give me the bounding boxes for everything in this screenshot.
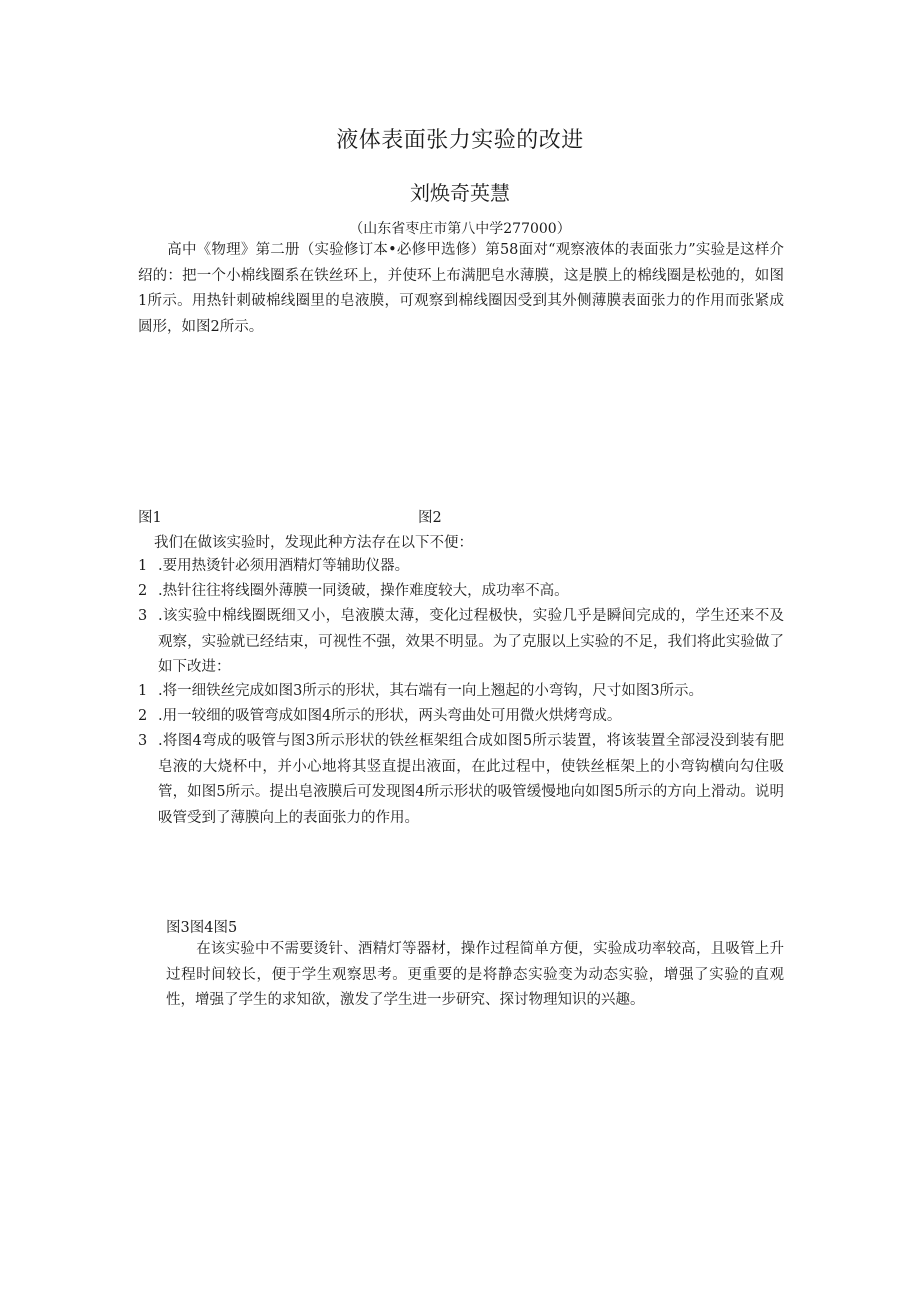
list-item-number: 3 [138, 733, 148, 749]
list-item [138, 579, 784, 605]
list-item [138, 554, 784, 580]
list-item-text: .热针往往将线圈外薄膜一同烫破，操作难度较大，成功率不高。 [158, 583, 569, 599]
list-item-number: 1 [138, 558, 148, 574]
figure-2-caption: 图2 [418, 510, 442, 526]
list-item [138, 604, 784, 681]
figure-3-4-5-captions: 图3图4图5 [166, 920, 238, 936]
authors: 刘焕奇英慧 [410, 181, 510, 205]
list-item-text: .用一较细的吸管弯成如图4所示的形状，两头弯曲处可用微火烘烤弯成。 [158, 708, 622, 724]
list-item [138, 679, 784, 705]
list-item-text: .该实验中棉线圈既细又小，皂液膜太薄，变化过程极快，实验几乎是瞬间完成的，学生还来不及观察，实验就已经结束，可视性不强，效果不明显。为了克服以上实验的不足，我们将此实验做了如下改进： [158, 608, 784, 675]
list-item [138, 729, 784, 831]
intro-paragraph [138, 238, 784, 340]
problems-intro: 我们在做该实验时，发现此种方法存在以下不便： [154, 535, 473, 551]
list-item-number: 2 [138, 583, 148, 599]
list-item-text: .要用热烫针必须用酒精灯等辅助仪器。 [158, 558, 410, 574]
conclusion-paragraph [166, 937, 784, 1014]
list-item-number: 3 [138, 608, 148, 624]
conclusion-text: 在该实验中不需要烫针、酒精灯等器材，操作过程简单方便，实验成功率较高，且吸管上升过程时间较长，便于学生观察思考。更重要的是将静态实验变为动态实验，增强了实验的直观性，增强了学生的求知欲，激发了学生进一步研究、探讨物理知识的兴趣。 [166, 941, 784, 1008]
list-item [138, 704, 784, 730]
list-item-number: 2 [138, 708, 148, 724]
list-item-text: .将一细铁丝完成如图3所示的形状，其右端有一向上翘起的小弯钩，尺寸如图3所示。 [158, 683, 704, 699]
figure-1-caption: 图1 [138, 510, 162, 526]
list-item-text: .将图4弯成的吸管与图3所示形状的铁丝框架组合成如图5所示装置，将该装置全部浸没到装有肥皂液的大烧杯中，并小心地将其竖直提出液面，在此过程中，使铁丝框架上的小弯钩横向勾住吸管，如图5所示。提出皂液膜后可发现图4所示形状的吸管缓慢地向如图5所示的方向上滑动。说明吸管受到了薄膜向上的表面张力的作用。 [158, 733, 784, 826]
affiliation: （山东省枣庄市第八中学277000） [349, 221, 571, 237]
intro-text: 高中《物理》第二册（实验修订本•必修甲选修）第58面对“观察液体的表面张力”实验是这样介绍的：把一个小棉线圈系在铁丝环上，并使环上布满肥皂水薄膜，这是膜上的棉线圈是松弛的，如图1所示。用热针刺破棉线圈里的皂液膜，可观察到棉线圈因受到其外侧薄膜表面张力的作用而张紧成圆形，如图2所示。 [138, 242, 784, 335]
figure-1-2-captions [138, 506, 442, 527]
list-item-number: 1 [138, 683, 148, 699]
page-title: 液体表面张力实验的改进 [336, 128, 584, 153]
